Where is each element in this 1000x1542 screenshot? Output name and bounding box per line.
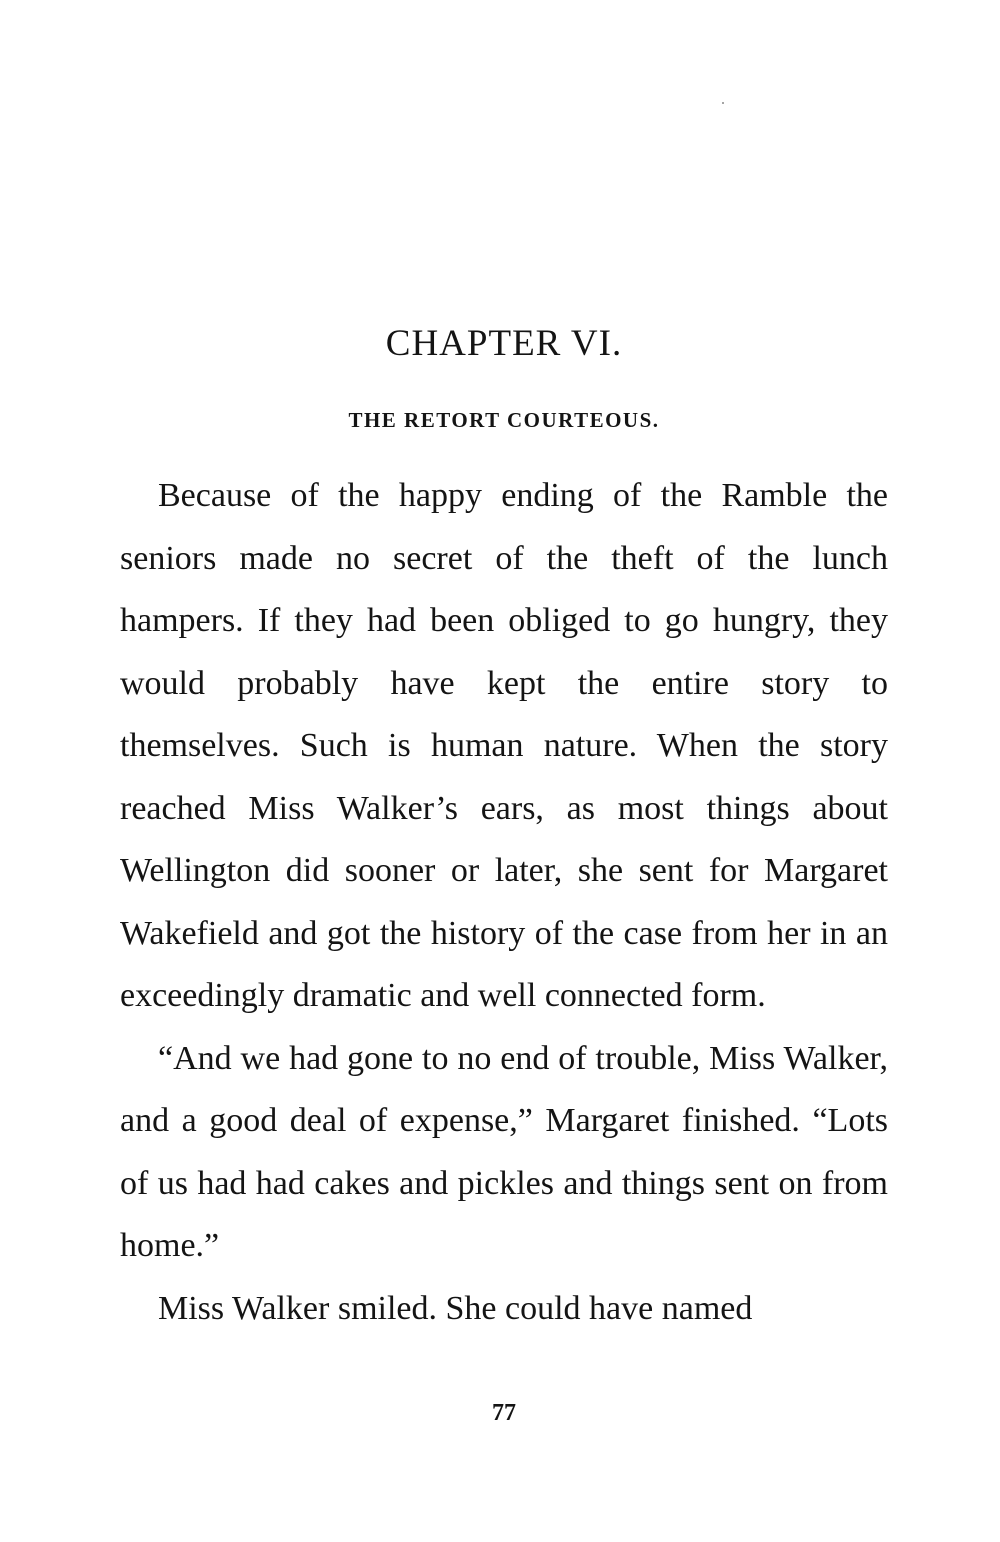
paragraph: Because of the happy ending of the Ramble the seniors made no secret of the theft of the lunch hampers. If they had been obliged to go hungry, they would probably have kept the entire story to themselves. Such is human nature. When the story reached Miss Walker’s ears, as most things about Wellington did sooner or later, she sent for Margaret Wakefield and got the history of the case from her in an exceedingly dramatic and well connected form. [120,477,888,1014]
chapter-subtitle: THE RETORT COURTEOUS. [348,408,660,432]
chapter-heading: CHAPTER VI. [385,323,623,364]
paper-speck [722,102,724,104]
page-number: 77 [492,1400,516,1426]
paragraph: Miss Walker smiled. She could have named [158,1289,753,1327]
paragraph: “And we had gone to no end of trouble, Miss Walker, and a good deal of expense,” Margaret finished. “Lots of us had had cakes and pickles and things sent on from home.” [120,1039,888,1264]
body-text [120,465,888,1340]
